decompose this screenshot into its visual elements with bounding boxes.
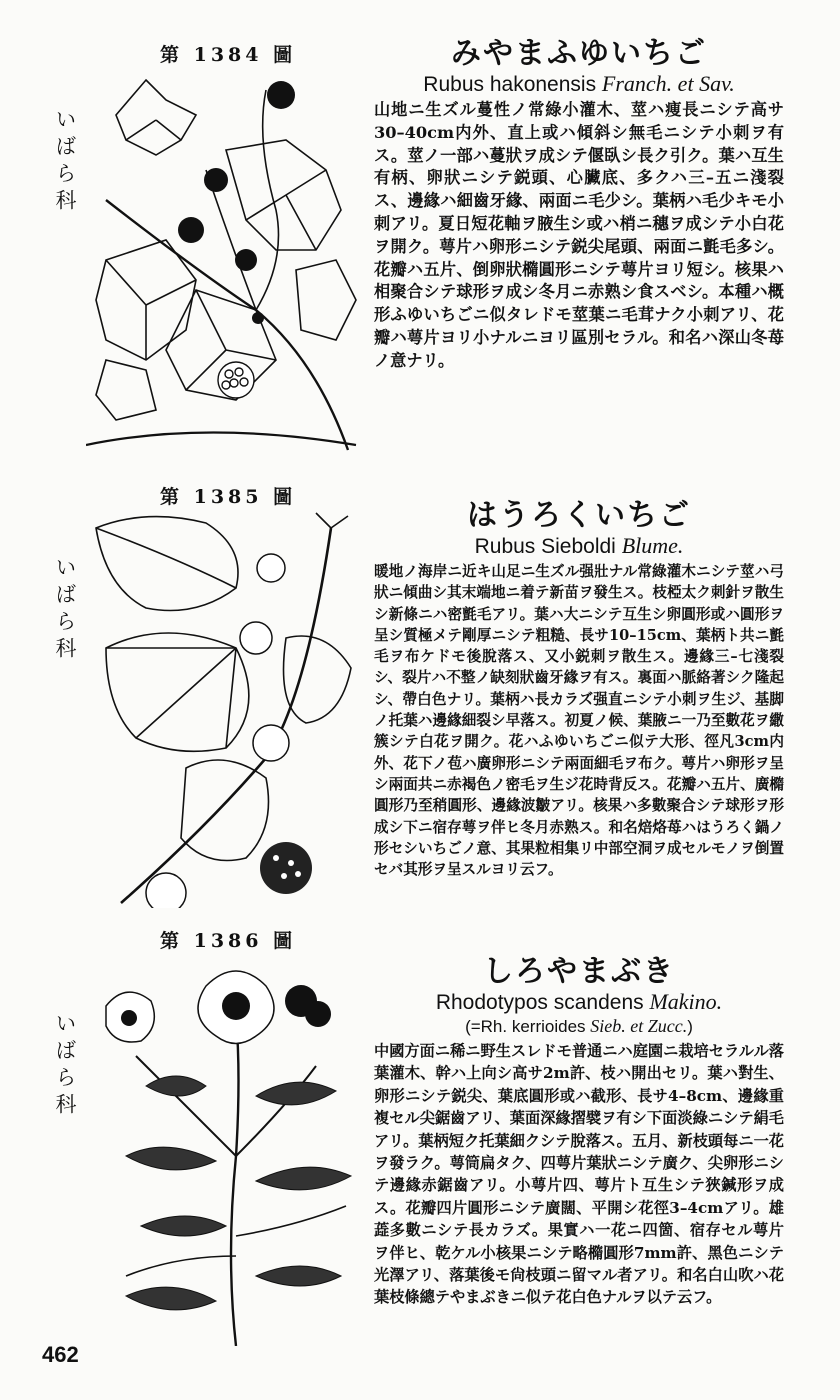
- description: 中國方面ニ稀ニ野生スレドモ普通ニハ庭園ニ栽培セラルル落葉灌木、幹ハ上向シ高サ2m許、枝ハ開出セリ。葉ハ對生、卵形ニシテ鋭尖、葉底圓形或ハ截形、長サ4–8cm、邊緣重複セル尖鋸齒アリ、葉面深緣摺襞ヲ有シ下面淡綠ニシテ絹毛アリ。葉柄短ク托葉細クシテ脫落ス。五月、新枝頭每ニ一花ヲ發ラク。萼筒扁タク、四萼片葉狀ニシテ廣ク、尖卵形ニシテ邊緣赤鋸齒アリ。小萼片四、萼片ト互生シテ狹鍼形ヲ成ス。花瓣四片圓形ニシテ廣闊、平開シ花徑3–4cmアリ。雄蕋多數ニシテ長カラズ。果實ハ一花ニ四箇、宿存セル萼片ヲ伴ヒ、乾ケル小核果ニシテ略橢圓形7mm許、黑色ニシテ光澤アリ、落葉後モ尙枝頭ニ留マル者アリ。和名白山吹ハ花葉枝條總テやまぶきニ似テ花白色ナルヲ以テ云フ。: [374, 1042, 784, 1307]
- scientific-name-line: [374, 72, 784, 97]
- synonym-line: [374, 1015, 784, 1038]
- illustration-rhodotypos-scandens: [86, 956, 366, 1346]
- scientific-name: Rubus hakonensis: [423, 73, 597, 96]
- figure-label: 第 1385 圖: [160, 486, 297, 508]
- entry-1386: [0, 920, 840, 1340]
- page-number: 462: [42, 1342, 79, 1367]
- japanese-name: しろやまぶき: [483, 954, 675, 989]
- illustration-rubus-sieboldi: [86, 508, 366, 908]
- description: 山地ニ生ズル蔓性ノ常綠小灌木、莖ハ痩長ニシテ高サ30–40cm内外、直上或ハ傾斜シ無毛ニシテ小刺ヲ有ス。莖ノ一部ハ蔓狀ヲ成シテ偃臥シ長ク引ク。葉ハ互生有柄、卵狀ニシテ鋭頭、心臟底、多クハ三–五ニ淺裂ス、邊緣ハ細齒牙緣、兩面ニ毛少シ。葉柄ハ毛少キモ小刺アリ。夏日短花軸ヲ腋生シ或ハ梢ニ穗ヲ成シテ小白花ヲ開ク。萼片ハ卵形ニシテ鋭尖尾頭、兩面ニ氈毛多シ。花瓣ハ五片、倒卵狀橢圓形ニシテ萼片ヨリ短シ。核果ハ相聚合シテ球形ヲ成シ冬月ニ赤熟シ食スベシ。本種ハ概形ふゆいちごニ似タレドモ莖葉ニ毛茸ナク小刺アリ、花瓣ハ萼片ヨリ小ナルニヨリ區別セラル。和名ハ深山冬苺ノ意ナリ。: [374, 100, 784, 370]
- plant-illustration: [86, 956, 366, 1346]
- plant-illustration: [86, 508, 366, 908]
- figure-label: 第 1384 圖: [160, 44, 297, 66]
- family-label: いばら科: [53, 556, 77, 664]
- authority: Blume.: [621, 533, 684, 558]
- scientific-name-line: [374, 534, 784, 559]
- synonym-authority: Sieb. et Zucc.: [590, 1016, 688, 1036]
- text-column: [374, 954, 784, 1309]
- entry-1384: [0, 0, 840, 470]
- scientific-name: Rhodotypos scandens: [435, 991, 644, 1014]
- synonym-close: ): [687, 1017, 693, 1036]
- plant-illustration: [86, 60, 366, 460]
- figure-label: 第 1386 圖: [160, 930, 297, 952]
- scientific-name-line: [374, 990, 784, 1015]
- illustration-rubus-hakonensis: [86, 60, 366, 460]
- entry-1385: [0, 478, 840, 918]
- text-column: [374, 36, 784, 373]
- synonym: (=Rh. kerrioides: [465, 1017, 586, 1036]
- authority: Franch. et Sav.: [601, 71, 735, 96]
- authority: Makino.: [649, 989, 723, 1014]
- family-label: いばら科: [53, 1012, 77, 1120]
- description: 暖地ノ海岸ニ近キ山足ニ生ズル强壯ナル常綠灌木ニシテ莖ハ弓狀ニ傾曲シ其末端地ニ着テ新苗ヲ發生ス。枝椏太ク刺針ヲ散生シ新條ニハ密氈毛アリ。葉ハ大ニシテ互生シ卵圓形或ハ圓形ヲ呈シ質極メテ剛厚ニシテ粗糙、長サ10–15cm、葉柄ト共ニ氈毛ヲ布ケドモ後脫落ス、又小鋭刺ヲ散生ス。邊緣三–七淺裂シ、裂片ハ不整ノ缺刻狀齒牙緣ヲ有ス。裏面ハ脈絡著シク隆起シ、帶白色ナリ。葉柄ハ長カラズ强直ニシテ小刺ヲ生ジ、基脚ノ托葉ハ邊緣細裂シ早落ス。初夏ノ候、葉腋ニ一乃至數花ヲ繖簇シテ白花ヲ開ク。花ハふゆいちごニ似テ大形、徑凡3cm内外、花下ノ苞ハ廣卵形ニシテ兩面細毛ヲ布ク。萼片ハ卵形ヲ呈シ兩面共ニ赤褐色ノ密毛ヲ生ジ花時背反ス。花瓣ハ五片、廣橢圓形乃至稍圓形、邊緣波皺アリ。核果ハ多數聚合シテ球形ヲ形成シ下ニ宿存萼ヲ伴ヒ冬月赤熟ス。和名焙烙苺ハはうろく鍋ノ形セシいちごノ意、其果粒相集リ中部空洞ヲ成セルモノヲ倒置セバ其形ヲ呈スルヨリ云フ。: [374, 563, 784, 879]
- family-label: いばら科: [53, 108, 77, 216]
- japanese-name: みやまふゆいちご: [451, 36, 707, 71]
- scientific-name: Rubus Sieboldi: [474, 535, 616, 558]
- text-column: [374, 498, 784, 880]
- japanese-name: はうろくいちご: [467, 498, 691, 533]
